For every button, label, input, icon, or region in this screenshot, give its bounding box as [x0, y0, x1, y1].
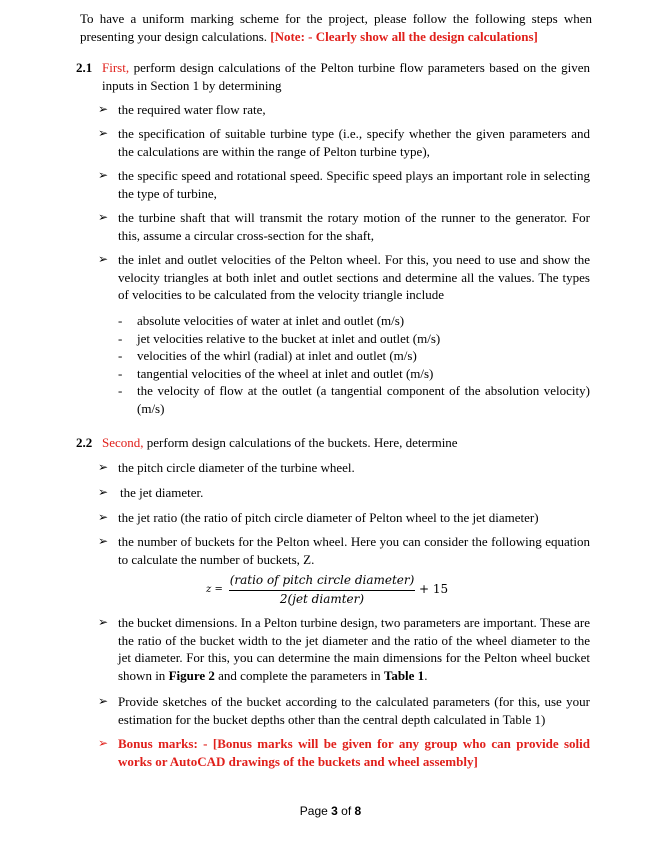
page-prefix: Page	[299, 804, 332, 818]
bucket-dims-end: .	[424, 667, 428, 683]
arrow-bullet-icon: ➢	[98, 102, 109, 116]
intro-text: To have a uniform marking scheme for the project, please follow the following steps when presenting your design calculations.	[80, 11, 592, 44]
s21-dash-5: the velocity of flow at the outlet (a tangential component of the absolution velocity) (m/s)	[137, 383, 590, 416]
section-2-1-body: perform design calculations of the Pelton turbine flow parameters based on the given inputs in Section 1 by determining	[102, 60, 590, 93]
s22-sketches: Provide sketches of the bucket according to the calculated parameters (for this, use your estimation for the bucket depths other than the central depth calculated in Table 1)	[118, 694, 590, 727]
dash-bullet: -	[118, 331, 123, 346]
formula-numerator: (ratio of pitch circle diameter)	[229, 573, 415, 587]
arrow-bullet-icon: ➢	[98, 460, 109, 474]
s21-bullet-2: the specification of suitable turbine type (i.e., specify whether the given parameters and the calculations are within the range of Pelton turbine type),	[118, 126, 590, 159]
s22-bullet-3: the jet ratio (the ratio of pitch circle diameter of Pelton wheel to the jet diameter)	[118, 510, 539, 525]
s21-bullet-5: the inlet and outlet velocities of the Pelton wheel. For this, you need to use and show the velocity triangles at both inlet and outlet sections and determine all the values. The types of velocities to be calculated from the velocity triangle include	[118, 252, 590, 302]
section-2-1-text	[102, 59, 590, 94]
arrow-bullet-icon: ➢	[98, 694, 109, 708]
intro-paragraph	[80, 10, 592, 45]
page-mid: of	[337, 804, 355, 818]
arrow-bullet-icon: ➢	[98, 736, 109, 750]
s21-bullet-4: the turbine shaft that will transmit the rotary motion of the runner to the generator. For this, assume a circular cross-section for the shaft,	[118, 210, 590, 243]
figure-2-ref: Figure 2	[168, 667, 215, 683]
formula-lhs: z =	[206, 584, 223, 595]
bucket-dims-mid: and complete the parameters in	[218, 667, 381, 683]
arrow-bullet-icon: ➢	[98, 615, 109, 629]
arrow-bullet-icon: ➢	[98, 252, 109, 266]
s21-bullet-1: the required water flow rate,	[118, 102, 266, 117]
s21-dash-3: velocities of the whirl (radial) at inlet and outlet (m/s)	[137, 348, 417, 363]
bonus-marks: Bonus marks: - [Bonus marks will be given for any group who can provide solid works or AutoCAD drawings of the buckets and wheel assembly]	[118, 736, 590, 769]
page-total: 8	[354, 804, 362, 818]
section-2-1-number: 2.1	[76, 60, 93, 75]
arrow-bullet-icon: ➢	[98, 485, 109, 499]
s22-bucket-dimensions	[118, 614, 590, 684]
s21-dash-1: absolute velocities of water at inlet and outlet (m/s)	[137, 313, 405, 328]
section-2-2-number: 2.2	[76, 435, 93, 450]
dash-bullet: -	[118, 366, 123, 381]
formula-rhs: + 15	[419, 582, 449, 596]
arrow-bullet-icon: ➢	[98, 126, 109, 140]
arrow-bullet-icon: ➢	[98, 168, 109, 182]
dash-bullet: -	[118, 313, 123, 328]
section-2-1-lead: First,	[102, 60, 130, 75]
arrow-bullet-icon: ➢	[98, 210, 109, 224]
page-number	[0, 803, 661, 821]
s21-dash-2: jet velocities relative to the bucket at inlet and outlet (m/s)	[137, 331, 441, 346]
section-2-2-body: perform design calculations of the buckets. Here, determine	[146, 435, 458, 450]
s22-bullet-2: the jet diameter.	[120, 485, 204, 500]
s21-bullet-3: the specific speed and rotational speed. Specific speed plays an important role in selecting the type of turbine,	[118, 168, 590, 201]
section-2-2-lead: Second,	[102, 435, 144, 450]
bucket-dims-pre: the bucket dimensions. In a Pelton turbine design, two parameters are important. These are the ratio of the bucket width to the jet diameter and the ratio of the wheel diameter to the jet diameter. For this, you can determine the main dimensions for the Pelton wheel bucket shown in	[118, 615, 590, 683]
arrow-bullet-icon: ➢	[98, 510, 109, 524]
section-2-2-text	[102, 434, 590, 452]
formula-denominator: 2(jet diamter)	[279, 592, 365, 606]
dash-bullet: -	[118, 348, 123, 363]
arrow-bullet-icon: ➢	[98, 534, 109, 548]
intro-note: [Note: - Clearly show all the design calculations]	[270, 28, 538, 44]
dash-bullet: -	[118, 383, 123, 398]
table-1-ref: Table 1	[383, 667, 425, 683]
s22-bullet-1: the pitch circle diameter of the turbine wheel.	[118, 460, 355, 475]
page-current: 3	[331, 804, 338, 818]
s21-dash-4: tangential velocities of the wheel at inlet and outlet (m/s)	[137, 366, 434, 381]
s22-bullet-4: the number of buckets for the Pelton wheel. Here you can consider the following equation to calculate the number of buckets, Z.	[118, 534, 590, 567]
